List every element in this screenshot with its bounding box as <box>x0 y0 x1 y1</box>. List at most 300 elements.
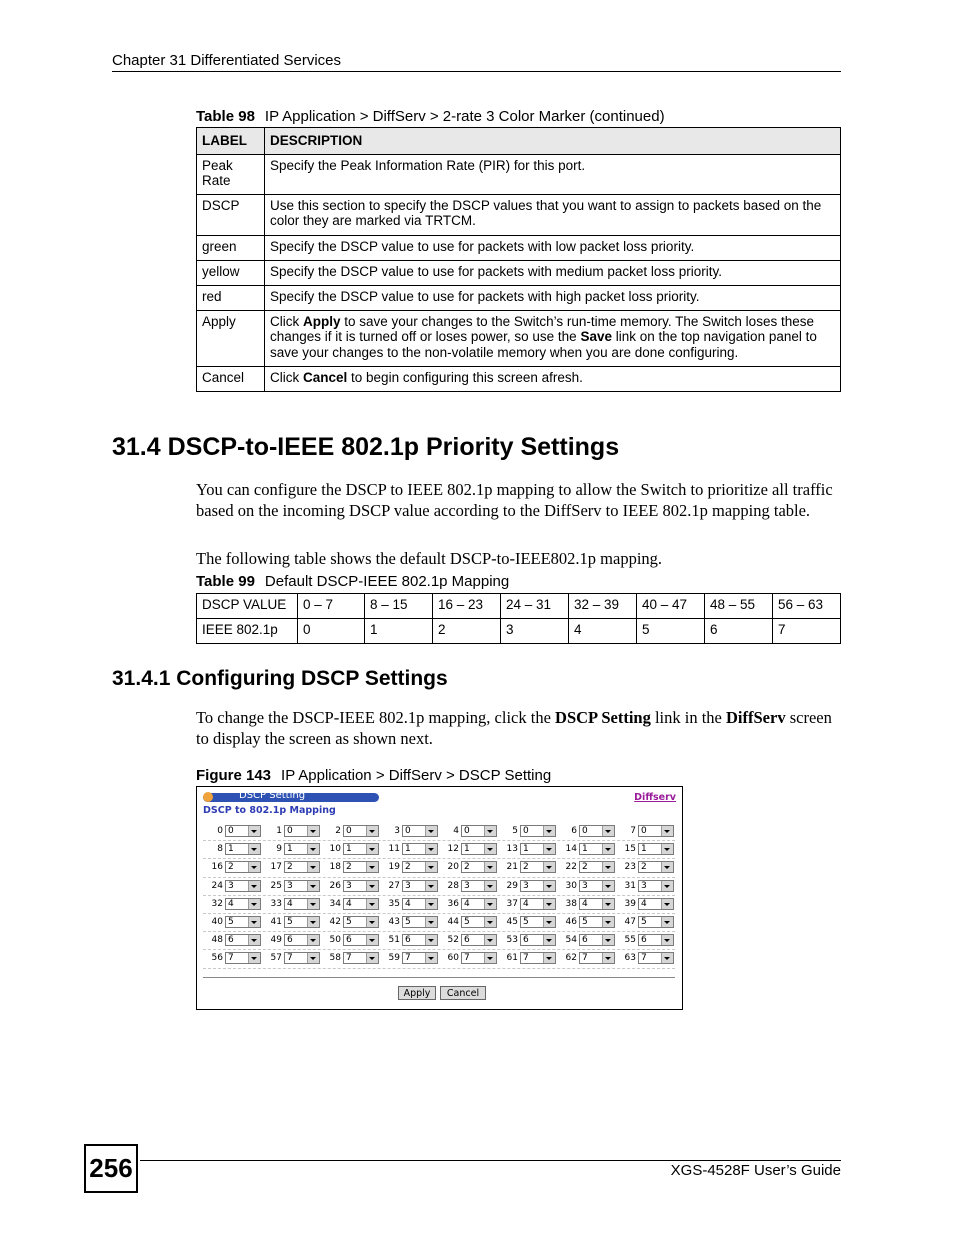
dscp-value-label: 46 <box>565 916 577 927</box>
table-cell: 0 – 7 <box>298 594 365 619</box>
priority-select-value: 5 <box>228 916 234 927</box>
section-heading: 31.4 DSCP-to-IEEE 802.1p Priority Settings <box>112 433 620 461</box>
priority-select[interactable] <box>579 898 615 910</box>
mapping-cell <box>203 880 261 893</box>
chevron-down-icon[interactable] <box>248 953 260 963</box>
priority-select[interactable] <box>520 898 556 910</box>
priority-select-value: 2 <box>641 862 647 873</box>
priority-select[interactable] <box>284 916 320 928</box>
header-rule <box>112 71 841 72</box>
table-row <box>197 260 841 285</box>
mapping-cell <box>262 843 320 856</box>
priority-select[interactable] <box>579 952 615 964</box>
chevron-down-icon[interactable] <box>248 844 260 854</box>
dscp-value-label: 59 <box>388 953 400 964</box>
priority-select[interactable] <box>579 880 615 892</box>
running-header: Chapter 31 Differentiated Services <box>112 52 342 69</box>
dscp-value-label: 5 <box>512 826 518 836</box>
mapping-cell <box>616 880 674 893</box>
table-cell: 16 – 23 <box>433 594 501 619</box>
priority-select[interactable] <box>520 916 556 928</box>
mapping-cell <box>498 934 556 947</box>
priority-select[interactable] <box>638 934 674 946</box>
table-cell: 56 – 63 <box>773 594 841 619</box>
chevron-down-icon[interactable] <box>248 899 260 909</box>
mapping-cell <box>380 952 438 965</box>
priority-select[interactable] <box>402 952 438 964</box>
priority-select-value: 2 <box>287 862 293 873</box>
priority-select-value: 1 <box>641 844 647 855</box>
priority-select-value: 0 <box>405 826 411 836</box>
dscp-value-label: 43 <box>388 916 400 927</box>
section-paragraph-1: You can configure the DSCP to IEEE 802.1p mapping to allow the Switch to prioritize all traffic based on the incoming DSCP value according to the DiffServ to IEEE 802.1p mapping table. <box>196 480 833 520</box>
chevron-down-icon[interactable] <box>307 826 319 836</box>
priority-select[interactable] <box>225 825 261 837</box>
mapping-cell <box>380 898 438 911</box>
mapping-cell <box>498 843 556 856</box>
screen-title: DSCP Setting <box>239 790 306 801</box>
chevron-down-icon[interactable] <box>602 953 614 963</box>
priority-select[interactable] <box>225 843 261 855</box>
priority-select[interactable] <box>284 843 320 855</box>
dscp-value-label: 7 <box>630 826 636 836</box>
chevron-down-icon[interactable] <box>366 844 378 854</box>
chevron-down-icon[interactable] <box>366 935 378 945</box>
chevron-down-icon[interactable] <box>602 826 614 836</box>
dscp-value-label: 54 <box>565 935 577 946</box>
dscp-value-label: 58 <box>329 953 341 964</box>
priority-select[interactable] <box>461 861 497 873</box>
chevron-down-icon[interactable] <box>543 844 555 854</box>
chevron-down-icon[interactable] <box>484 881 496 891</box>
chevron-down-icon[interactable] <box>602 899 614 909</box>
chevron-down-icon[interactable] <box>307 953 319 963</box>
row-description: Specify the DSCP value to use for packets with medium packet loss priority. <box>265 260 841 285</box>
mapping-cell <box>262 916 320 929</box>
dscp-value-label: 50 <box>329 935 341 946</box>
dscp-value-label: 48 <box>211 935 223 946</box>
chevron-down-icon[interactable] <box>661 844 673 854</box>
row-label: DSCP VALUE <box>197 594 298 619</box>
dscp-value-label: 22 <box>565 862 577 873</box>
priority-select-value: 3 <box>228 880 234 891</box>
chevron-down-icon[interactable] <box>661 826 673 836</box>
table98-header-row <box>197 128 841 155</box>
chevron-down-icon[interactable] <box>307 844 319 854</box>
priority-select[interactable] <box>402 880 438 892</box>
priority-select[interactable] <box>461 880 497 892</box>
dscp-value-label: 47 <box>624 916 636 927</box>
dscp-value-label: 42 <box>329 916 341 927</box>
chevron-down-icon[interactable] <box>425 917 437 927</box>
dscp-value-label: 52 <box>447 935 459 946</box>
chevron-down-icon[interactable] <box>484 844 496 854</box>
dscp-value-label: 33 <box>270 898 282 909</box>
priority-select-value: 7 <box>582 953 588 964</box>
chevron-down-icon[interactable] <box>484 826 496 836</box>
chevron-down-icon[interactable] <box>661 953 673 963</box>
priority-select-value: 2 <box>228 862 234 873</box>
chevron-down-icon[interactable] <box>366 862 378 872</box>
mapping-cell <box>557 952 615 965</box>
dscp-value-label: 16 <box>211 862 223 873</box>
priority-select[interactable] <box>520 880 556 892</box>
chevron-down-icon[interactable] <box>484 953 496 963</box>
priority-select[interactable] <box>343 880 379 892</box>
dscp-value-label: 56 <box>211 953 223 964</box>
mapping-cell <box>203 843 261 856</box>
chevron-down-icon[interactable] <box>425 899 437 909</box>
chevron-down-icon[interactable] <box>602 844 614 854</box>
page-number: 256 <box>84 1144 138 1193</box>
mapping-cell <box>203 952 261 965</box>
dscp-value-label: 29 <box>506 880 518 891</box>
chevron-down-icon[interactable] <box>543 953 555 963</box>
chevron-down-icon[interactable] <box>484 935 496 945</box>
chevron-down-icon[interactable] <box>425 953 437 963</box>
priority-select[interactable] <box>343 952 379 964</box>
table-cell: 5 <box>637 619 705 644</box>
priority-select-value: 3 <box>346 880 352 891</box>
priority-select-value: 7 <box>287 953 293 964</box>
chevron-down-icon[interactable] <box>366 899 378 909</box>
dscp-value-label: 17 <box>270 862 282 873</box>
dscp-value-label: 24 <box>211 880 223 891</box>
priority-select[interactable] <box>461 916 497 928</box>
table98 <box>196 127 841 392</box>
para-text: To change the DSCP-IEEE 802.1p mapping, click the <box>196 708 556 727</box>
priority-select-value: 0 <box>523 826 529 836</box>
priority-select[interactable] <box>402 825 438 837</box>
chevron-down-icon[interactable] <box>543 899 555 909</box>
chevron-down-icon[interactable] <box>307 862 319 872</box>
priority-select[interactable] <box>638 898 674 910</box>
divider <box>203 977 675 978</box>
dscp-value-label: 45 <box>506 916 518 927</box>
mapping-cell <box>439 952 497 965</box>
dscp-value-label: 61 <box>506 953 518 964</box>
priority-select-value: 1 <box>464 844 470 855</box>
chevron-down-icon[interactable] <box>661 899 673 909</box>
priority-select[interactable] <box>284 861 320 873</box>
priority-select[interactable] <box>343 825 379 837</box>
dscp-value-label: 21 <box>506 862 518 873</box>
priority-select[interactable] <box>284 952 320 964</box>
chevron-down-icon[interactable] <box>425 826 437 836</box>
priority-select[interactable] <box>461 825 497 837</box>
table-row <box>197 285 841 310</box>
priority-select[interactable] <box>343 934 379 946</box>
table-cell: 8 – 15 <box>365 594 433 619</box>
chevron-down-icon[interactable] <box>307 899 319 909</box>
priority-select[interactable] <box>343 898 379 910</box>
desc-text: Click <box>270 369 303 385</box>
chevron-down-icon[interactable] <box>366 953 378 963</box>
mapping-cell <box>557 825 615 838</box>
priority-select[interactable] <box>461 898 497 910</box>
dscp-value-label: 37 <box>506 898 518 909</box>
chevron-down-icon[interactable] <box>248 917 260 927</box>
mapping-cell <box>203 916 261 929</box>
row-label: Peak Rate <box>197 154 265 194</box>
priority-select[interactable] <box>638 825 674 837</box>
priority-select-value: 0 <box>641 826 647 836</box>
para-text: link in the <box>650 708 727 727</box>
desc-text: Click <box>270 313 303 329</box>
priority-select[interactable] <box>638 843 674 855</box>
priority-select[interactable] <box>461 843 497 855</box>
chevron-down-icon[interactable] <box>307 881 319 891</box>
row-description: Specify the DSCP value to use for packets with high packet loss priority. <box>265 285 841 310</box>
dscp-value-label: 49 <box>270 935 282 946</box>
table-cell: 6 <box>705 619 773 644</box>
priority-select[interactable] <box>284 898 320 910</box>
mapping-cell <box>439 880 497 893</box>
row-description <box>265 310 841 366</box>
priority-select-value: 4 <box>287 898 293 909</box>
mapping-cell <box>262 934 320 947</box>
priority-select-value: 7 <box>346 953 352 964</box>
mapping-cell <box>321 934 379 947</box>
chevron-down-icon[interactable] <box>248 881 260 891</box>
chevron-down-icon[interactable] <box>248 935 260 945</box>
desc-text: to save your changes to the Switch’s run-time memory. The Switch loses these changes if it is turned off or loses power, so use the <box>270 313 814 344</box>
priority-select-value: 6 <box>405 935 411 946</box>
chevron-down-icon[interactable] <box>543 862 555 872</box>
priority-select[interactable] <box>579 843 615 855</box>
priority-select[interactable] <box>225 861 261 873</box>
chevron-down-icon[interactable] <box>425 862 437 872</box>
dscp-value-label: 63 <box>624 953 636 964</box>
priority-select-value: 7 <box>405 953 411 964</box>
priority-select-value: 3 <box>523 880 529 891</box>
mapping-cell <box>321 843 379 856</box>
table99-caption-text: Default DSCP-IEEE 802.1p Mapping <box>264 573 510 590</box>
chevron-down-icon[interactable] <box>484 862 496 872</box>
priority-select-value: 6 <box>346 935 352 946</box>
priority-select[interactable] <box>343 861 379 873</box>
chevron-down-icon[interactable] <box>602 862 614 872</box>
priority-select[interactable] <box>402 843 438 855</box>
chevron-down-icon[interactable] <box>484 899 496 909</box>
chevron-down-icon[interactable] <box>543 881 555 891</box>
priority-select-value: 2 <box>464 862 470 873</box>
priority-select-value: 5 <box>405 916 411 927</box>
dscp-value-label: 20 <box>447 862 459 873</box>
mapping-cell <box>321 880 379 893</box>
mapping-cell <box>262 880 320 893</box>
mapping-cell <box>262 952 320 965</box>
priority-select-value: 7 <box>641 953 647 964</box>
priority-select[interactable] <box>461 934 497 946</box>
priority-select[interactable] <box>579 934 615 946</box>
dscp-value-label: 23 <box>624 862 636 873</box>
priority-select-value: 3 <box>405 880 411 891</box>
chevron-down-icon[interactable] <box>661 881 673 891</box>
mapping-cell <box>439 825 497 838</box>
mapping-cell <box>380 934 438 947</box>
mapping-cell <box>557 861 615 874</box>
dscp-value-label: 19 <box>388 862 400 873</box>
priority-select[interactable] <box>402 934 438 946</box>
chevron-down-icon[interactable] <box>248 862 260 872</box>
dscp-value-label: 34 <box>329 898 341 909</box>
chevron-down-icon[interactable] <box>661 935 673 945</box>
chevron-down-icon[interactable] <box>366 917 378 927</box>
apply-button[interactable]: Apply <box>398 986 436 1000</box>
priority-select[interactable] <box>343 916 379 928</box>
chevron-down-icon[interactable] <box>425 935 437 945</box>
priority-select-value: 3 <box>582 880 588 891</box>
priority-select[interactable] <box>402 916 438 928</box>
priority-select[interactable] <box>225 916 261 928</box>
priority-select[interactable] <box>284 880 320 892</box>
priority-select[interactable] <box>638 861 674 873</box>
dscp-value-label: 12 <box>447 844 459 855</box>
mapping-cell <box>498 916 556 929</box>
chevron-down-icon[interactable] <box>661 862 673 872</box>
mapping-cell <box>262 825 320 838</box>
mapping-cell <box>557 898 615 911</box>
priority-select[interactable] <box>638 880 674 892</box>
priority-select-value: 6 <box>582 935 588 946</box>
priority-select[interactable] <box>402 898 438 910</box>
dscp-value-label: 41 <box>270 916 282 927</box>
priority-select-value: 6 <box>287 935 293 946</box>
desc-bold: Apply <box>303 313 341 329</box>
table99-caption-number: Table 99 <box>196 573 255 590</box>
chevron-down-icon[interactable] <box>366 881 378 891</box>
dscp-value-label: 11 <box>388 844 400 855</box>
table-row <box>197 154 841 194</box>
priority-select[interactable] <box>343 843 379 855</box>
mapping-cell <box>439 934 497 947</box>
mapping-cell <box>380 916 438 929</box>
dscp-value-label: 3 <box>394 826 400 836</box>
mapping-row <box>203 823 675 841</box>
mapping-row <box>203 859 675 877</box>
priority-select-value: 7 <box>523 953 529 964</box>
chevron-down-icon[interactable] <box>661 917 673 927</box>
dscp-value-label: 57 <box>270 953 282 964</box>
priority-select-value: 5 <box>641 916 647 927</box>
mapping-cell <box>616 916 674 929</box>
priority-select[interactable] <box>225 934 261 946</box>
dscp-value-label: 26 <box>329 880 341 891</box>
row-label: DSCP <box>197 194 265 235</box>
mapping-cell <box>380 861 438 874</box>
row-label: green <box>197 235 265 260</box>
chevron-down-icon[interactable] <box>543 917 555 927</box>
priority-select-value: 5 <box>523 916 529 927</box>
priority-select[interactable] <box>579 861 615 873</box>
dscp-value-label: 0 <box>217 826 223 836</box>
desc-bold: Save <box>580 329 612 344</box>
mapping-cell <box>616 934 674 947</box>
mapping-row <box>203 878 675 896</box>
priority-select-value: 2 <box>582 862 588 873</box>
mapping-cell <box>262 898 320 911</box>
footer-guide-title: XGS-4528F User’s Guide <box>670 1162 841 1179</box>
mapping-cell <box>498 898 556 911</box>
dscp-value-label: 35 <box>388 898 400 909</box>
priority-select-value: 3 <box>464 880 470 891</box>
chevron-down-icon[interactable] <box>543 826 555 836</box>
priority-select[interactable] <box>225 880 261 892</box>
mapping-cell <box>616 825 674 838</box>
mapping-cell <box>557 843 615 856</box>
mapping-cell <box>321 861 379 874</box>
priority-select[interactable] <box>225 898 261 910</box>
chevron-down-icon[interactable] <box>602 917 614 927</box>
dscp-value-label: 31 <box>624 880 636 891</box>
dscp-setting-screenshot <box>196 786 683 1010</box>
priority-select-value: 0 <box>287 826 293 836</box>
priority-select[interactable] <box>461 952 497 964</box>
dscp-value-label: 13 <box>506 844 518 855</box>
chevron-down-icon[interactable] <box>602 881 614 891</box>
diffserv-link[interactable]: Diffserv <box>634 792 676 803</box>
dscp-value-label: 53 <box>506 935 518 946</box>
dscp-mapping-grid <box>203 823 675 969</box>
priority-select[interactable] <box>638 916 674 928</box>
priority-select[interactable] <box>520 861 556 873</box>
figure143-caption <box>196 767 551 784</box>
row-description <box>265 366 841 391</box>
chevron-down-icon[interactable] <box>602 935 614 945</box>
priority-select[interactable] <box>402 861 438 873</box>
priority-select[interactable] <box>579 825 615 837</box>
chevron-down-icon[interactable] <box>366 826 378 836</box>
priority-select[interactable] <box>579 916 615 928</box>
dscp-value-label: 18 <box>329 862 341 873</box>
mapping-cell <box>616 861 674 874</box>
table-row <box>197 619 841 644</box>
table-cell: 2 <box>433 619 501 644</box>
table99 <box>196 593 841 644</box>
priority-select-value: 2 <box>405 862 411 873</box>
dscp-value-label: 27 <box>388 880 400 891</box>
priority-select-value: 6 <box>523 935 529 946</box>
chevron-down-icon[interactable] <box>425 881 437 891</box>
mapping-cell <box>439 861 497 874</box>
chevron-down-icon[interactable] <box>543 935 555 945</box>
chevron-down-icon[interactable] <box>307 917 319 927</box>
para-bold: DSCP Setting <box>555 708 651 727</box>
priority-select[interactable] <box>520 843 556 855</box>
priority-select[interactable] <box>225 952 261 964</box>
chevron-down-icon[interactable] <box>248 826 260 836</box>
chevron-down-icon[interactable] <box>307 935 319 945</box>
mapping-cell <box>380 880 438 893</box>
priority-select-value: 7 <box>228 953 234 964</box>
priority-select[interactable] <box>638 952 674 964</box>
priority-select[interactable] <box>520 825 556 837</box>
priority-select[interactable] <box>520 934 556 946</box>
table-row <box>197 235 841 260</box>
priority-select-value: 4 <box>523 898 529 909</box>
dscp-value-label: 10 <box>329 844 341 855</box>
chevron-down-icon[interactable] <box>484 917 496 927</box>
priority-select-value: 6 <box>228 935 234 946</box>
priority-select[interactable] <box>520 952 556 964</box>
priority-select-value: 0 <box>228 826 234 836</box>
mapping-cell <box>616 843 674 856</box>
cancel-button[interactable]: Cancel <box>440 986 486 1000</box>
priority-select[interactable] <box>284 825 320 837</box>
chevron-down-icon[interactable] <box>425 844 437 854</box>
priority-select[interactable] <box>284 934 320 946</box>
